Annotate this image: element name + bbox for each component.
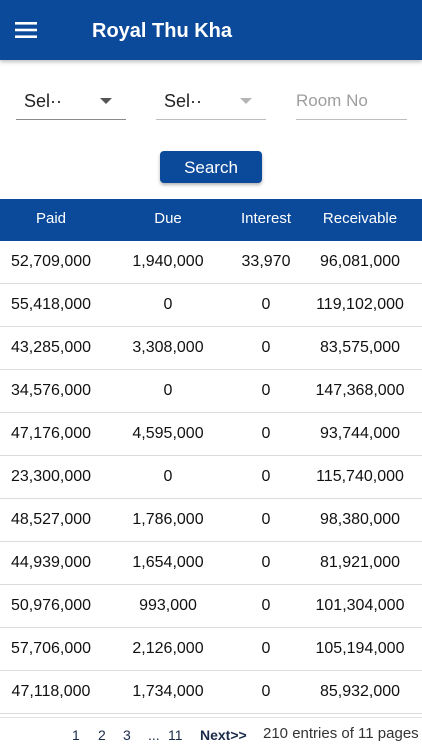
column-header-receivable: Receivable: [322, 210, 398, 227]
entries-count: 210 entries of 11 pages: [263, 725, 419, 742]
app-bar: [0, 0, 422, 60]
hamburger-menu-icon: [15, 22, 37, 38]
pagination: [0, 717, 422, 751]
cell-paid: 48,527,000: [10, 511, 92, 528]
page-ellipsis: ...: [148, 727, 160, 743]
table-row[interactable]: [0, 499, 422, 542]
filter-select-1-value: Sel··: [24, 91, 63, 111]
cell-due: 2,126,000: [132, 640, 204, 657]
chevron-down-icon: [100, 98, 112, 104]
table-row[interactable]: [0, 542, 422, 585]
cell-receivable: 147,368,000: [315, 382, 405, 399]
table-row[interactable]: [0, 284, 422, 327]
table-row[interactable]: [0, 585, 422, 628]
table-header: [0, 199, 422, 241]
table-row[interactable]: [0, 628, 422, 671]
cell-paid: 47,118,000: [11, 683, 91, 700]
cell-interest: 0: [261, 511, 271, 528]
page-link-2[interactable]: 2: [98, 727, 106, 743]
column-header-due: Due: [154, 210, 182, 227]
search-button[interactable]: Search: [160, 151, 262, 183]
cell-interest: 0: [261, 468, 271, 485]
cell-paid: 50,976,000: [10, 597, 92, 614]
cell-receivable: 115,740,000: [316, 468, 404, 485]
cell-receivable: 85,932,000: [319, 683, 401, 700]
cell-due: 993,000: [139, 597, 197, 614]
cell-interest: 0: [261, 683, 271, 700]
cell-due: 3,308,000: [132, 339, 204, 356]
cell-receivable: 101,304,000: [315, 597, 405, 614]
cell-due: 0: [163, 468, 173, 485]
cell-receivable: 93,744,000: [319, 425, 401, 442]
cell-receivable: 98,380,000: [319, 511, 401, 528]
cell-interest: 0: [261, 296, 271, 313]
next-page-button[interactable]: Next>>: [200, 727, 247, 743]
table-body: [0, 241, 422, 714]
page-link-3[interactable]: 3: [123, 727, 131, 743]
cell-interest: 0: [261, 339, 271, 356]
room-no-field[interactable]: [296, 84, 407, 120]
cell-interest: 0: [261, 425, 271, 442]
cell-receivable: 81,921,000: [319, 554, 401, 571]
cell-paid: 52,709,000: [10, 253, 92, 270]
cell-paid: 34,576,000: [10, 382, 92, 399]
cell-due: 0: [163, 296, 173, 313]
cell-receivable: 119,102,000: [316, 296, 404, 313]
table-row[interactable]: [0, 327, 422, 370]
cell-due: 1,654,000: [132, 554, 204, 571]
page-link-11[interactable]: 11: [168, 727, 183, 743]
cell-receivable: 83,575,000: [319, 339, 401, 356]
cell-due: 1,786,000: [132, 511, 204, 528]
cell-paid: 44,939,000: [10, 554, 92, 571]
cell-paid: 23,300,000: [10, 468, 92, 485]
column-header-interest: Interest: [240, 210, 292, 227]
table-row[interactable]: [0, 456, 422, 499]
filter-select-2-value: Sel··: [164, 91, 203, 111]
cell-due: 1,940,000: [132, 253, 204, 270]
table-row[interactable]: [0, 370, 422, 413]
cell-due: 1,734,000: [132, 683, 204, 700]
cell-interest: 0: [261, 640, 271, 657]
cell-paid: 43,285,000: [10, 339, 92, 356]
filter-select-2[interactable]: [156, 84, 266, 120]
cell-interest: 33,970: [241, 253, 291, 270]
cell-interest: 0: [261, 554, 271, 571]
cell-paid: 47,176,000: [10, 425, 92, 442]
cell-receivable: 105,194,000: [315, 640, 405, 657]
room-no-input[interactable]: [296, 84, 407, 112]
cell-paid: 57,706,000: [10, 640, 92, 657]
cell-due: 4,595,000: [132, 425, 204, 442]
filter-select-1[interactable]: [16, 84, 126, 120]
table-row[interactable]: [0, 241, 422, 284]
table-row[interactable]: [0, 671, 422, 714]
chevron-down-icon: [240, 98, 252, 104]
cell-paid: 55,418,000: [10, 296, 92, 313]
cell-interest: 0: [261, 597, 271, 614]
app-title: Royal Thu Kha: [92, 20, 233, 42]
cell-receivable: 96,081,000: [319, 253, 401, 270]
column-header-paid: Paid: [35, 210, 67, 227]
page-link-1[interactable]: 1: [72, 727, 80, 743]
cell-interest: 0: [261, 382, 271, 399]
cell-due: 0: [163, 382, 173, 399]
menu-button[interactable]: [8, 12, 44, 48]
table-row[interactable]: [0, 413, 422, 456]
